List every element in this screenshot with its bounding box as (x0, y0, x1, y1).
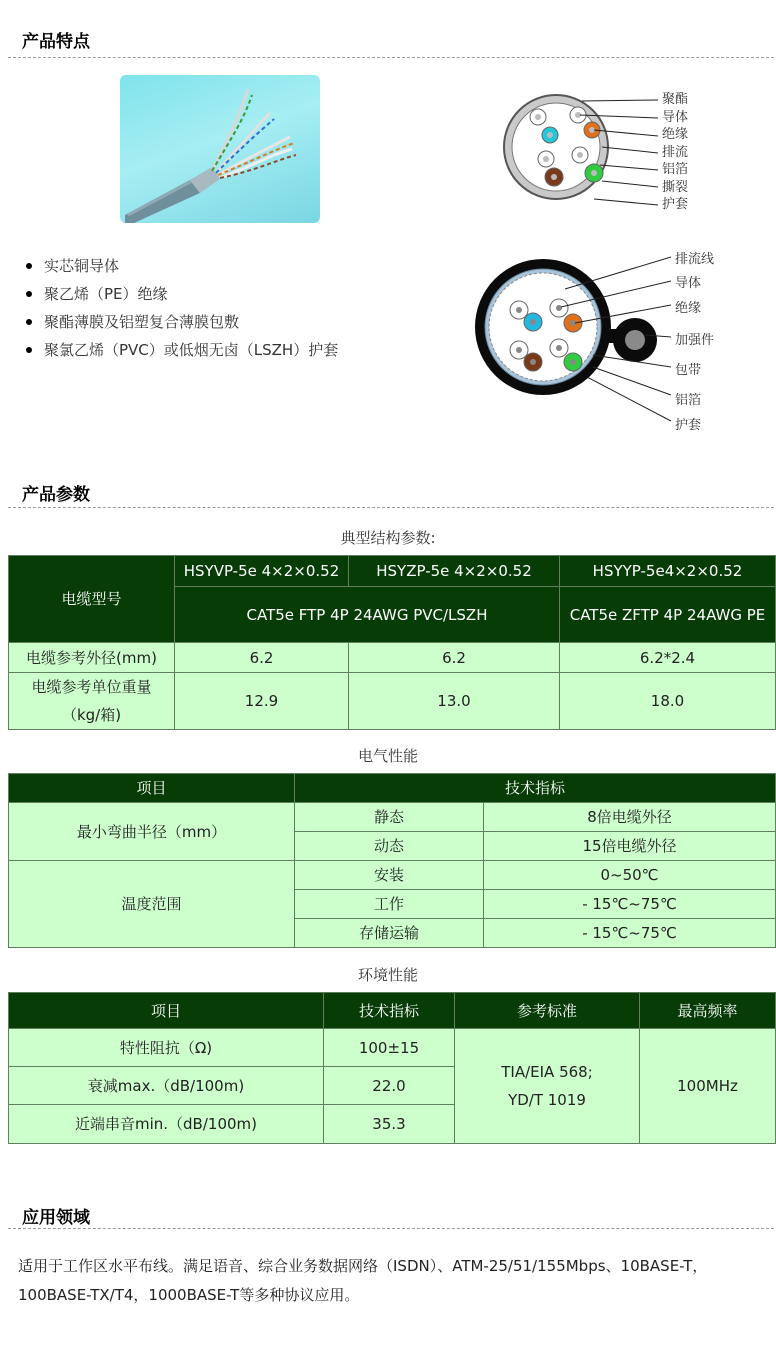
diagram-label: 绝缘 (662, 127, 689, 142)
table-cell: 22.0 (324, 1067, 455, 1105)
cable-photo (120, 75, 320, 223)
table-header: 最高频率 (640, 993, 776, 1029)
diagram-label: 包带 (675, 363, 702, 378)
diagram-label: 排流线 (675, 252, 715, 267)
list-item: 聚乙烯（PE）绝缘 (26, 284, 338, 312)
cross-section-diagram-2 (475, 245, 735, 435)
table-cell: 电缆参考单位重量（kg/箱) (9, 673, 175, 730)
section-title-features: 产品特点 (22, 32, 90, 52)
diagram-label: 护套 (662, 197, 689, 212)
table-cell: 近端串音min.（dB/100m) (9, 1105, 324, 1144)
table-cell: 动态 (295, 832, 484, 861)
table-cell: 安装 (295, 861, 484, 890)
diagram-label: 铝箔 (662, 162, 689, 177)
section-title-application: 应用领域 (22, 1208, 90, 1228)
table-cell: 15倍电缆外径 (484, 832, 776, 861)
table-header: 参考标准 (455, 993, 640, 1029)
table-header: 技术指标 (295, 774, 776, 803)
table-header: 项目 (9, 774, 295, 803)
table-cell: HSYYP-5e4×2×0.52 (560, 556, 776, 587)
standard-line: YD/T 1019 (508, 1091, 586, 1109)
table-cell: - 15℃~75℃ (484, 890, 776, 919)
table-cell: 8倍电缆外径 (484, 803, 776, 832)
diagram-label: 导体 (662, 109, 689, 125)
list-item: 聚酯薄膜及铝塑复合薄膜包敷 (26, 312, 338, 340)
structure-table (8, 555, 776, 730)
divider (8, 57, 774, 58)
feature-list (26, 256, 338, 368)
table-cell: 100±15 (324, 1029, 455, 1067)
table-header: 技术指标 (324, 993, 455, 1029)
divider (8, 507, 774, 508)
table-cell: 13.0 (349, 673, 560, 730)
table-cell: CAT5e FTP 4P 24AWG PVC/LSZH (175, 587, 560, 643)
table-cell: 电缆参考外径(mm) (9, 643, 175, 673)
table-cell: 0~50℃ (484, 861, 776, 890)
table-cell: CAT5e ZFTP 4P 24AWG PE (560, 587, 776, 643)
table-header: 项目 (9, 993, 324, 1029)
diagram-label: 护套 (675, 418, 702, 433)
table-cell: 电缆型号 (9, 556, 175, 643)
table-cell: 6.2 (349, 643, 560, 673)
divider (8, 1228, 774, 1229)
table-cell: 工作 (295, 890, 484, 919)
table-caption: 环境性能 (357, 966, 418, 984)
table-cell: 特性阻抗（Ω) (9, 1029, 324, 1067)
table-cell: 6.2 (175, 643, 349, 673)
application-text: 适用于工作区水平布线。满足语音、综合业务数据网络（ISDN）、ATM-25/51/155Mbps、10BASE-T，100BASE-TX/T4，1000BASE-T等多种协议应用。 (18, 1257, 708, 1304)
diagram-label: 排流 (662, 144, 689, 160)
table-cell: 18.0 (560, 673, 776, 730)
diagram-label: 铝箔 (675, 393, 702, 408)
diagram-label: 绝缘 (675, 301, 702, 316)
table-cell: 12.9 (175, 673, 349, 730)
diagram-label: 加强件 (675, 333, 715, 348)
standard-line: TIA/EIA 568; (501, 1063, 593, 1081)
table-cell: HSYZP-5e 4×2×0.52 (349, 556, 560, 587)
table-caption: 电气性能 (357, 747, 418, 765)
list-item: 实芯铜导体 (26, 256, 338, 284)
cross-section-diagram-1 (490, 85, 730, 220)
table-cell: 6.2*2.4 (560, 643, 776, 673)
table-cell: 静态 (295, 803, 484, 832)
table-cell: HSYVP-5e 4×2×0.52 (175, 556, 349, 587)
diagram-label: 撕裂 (662, 179, 689, 195)
table-cell: 存储运输 (295, 919, 484, 948)
table-cell: - 15℃~75℃ (484, 919, 776, 948)
list-item: 聚氯乙烯（PVC）或低烟无卤（LSZH）护套 (26, 340, 338, 368)
section-title-params: 产品参数 (22, 485, 90, 505)
table-cell: 温度范围 (9, 861, 295, 948)
table-cell: 衰减max.（dB/100m) (9, 1067, 324, 1105)
diagram-label: 导体 (675, 276, 702, 291)
table-cell: 35.3 (324, 1105, 455, 1144)
table-caption: 典型结构参数: (340, 529, 436, 547)
table-cell: 100MHz (640, 1029, 776, 1144)
electrical-table (8, 773, 776, 948)
environment-table (8, 992, 776, 1144)
table-cell: 最小弯曲半径（mm） (9, 803, 295, 861)
table-cell (455, 1029, 640, 1144)
diagram-label: 聚酯 (662, 92, 689, 107)
